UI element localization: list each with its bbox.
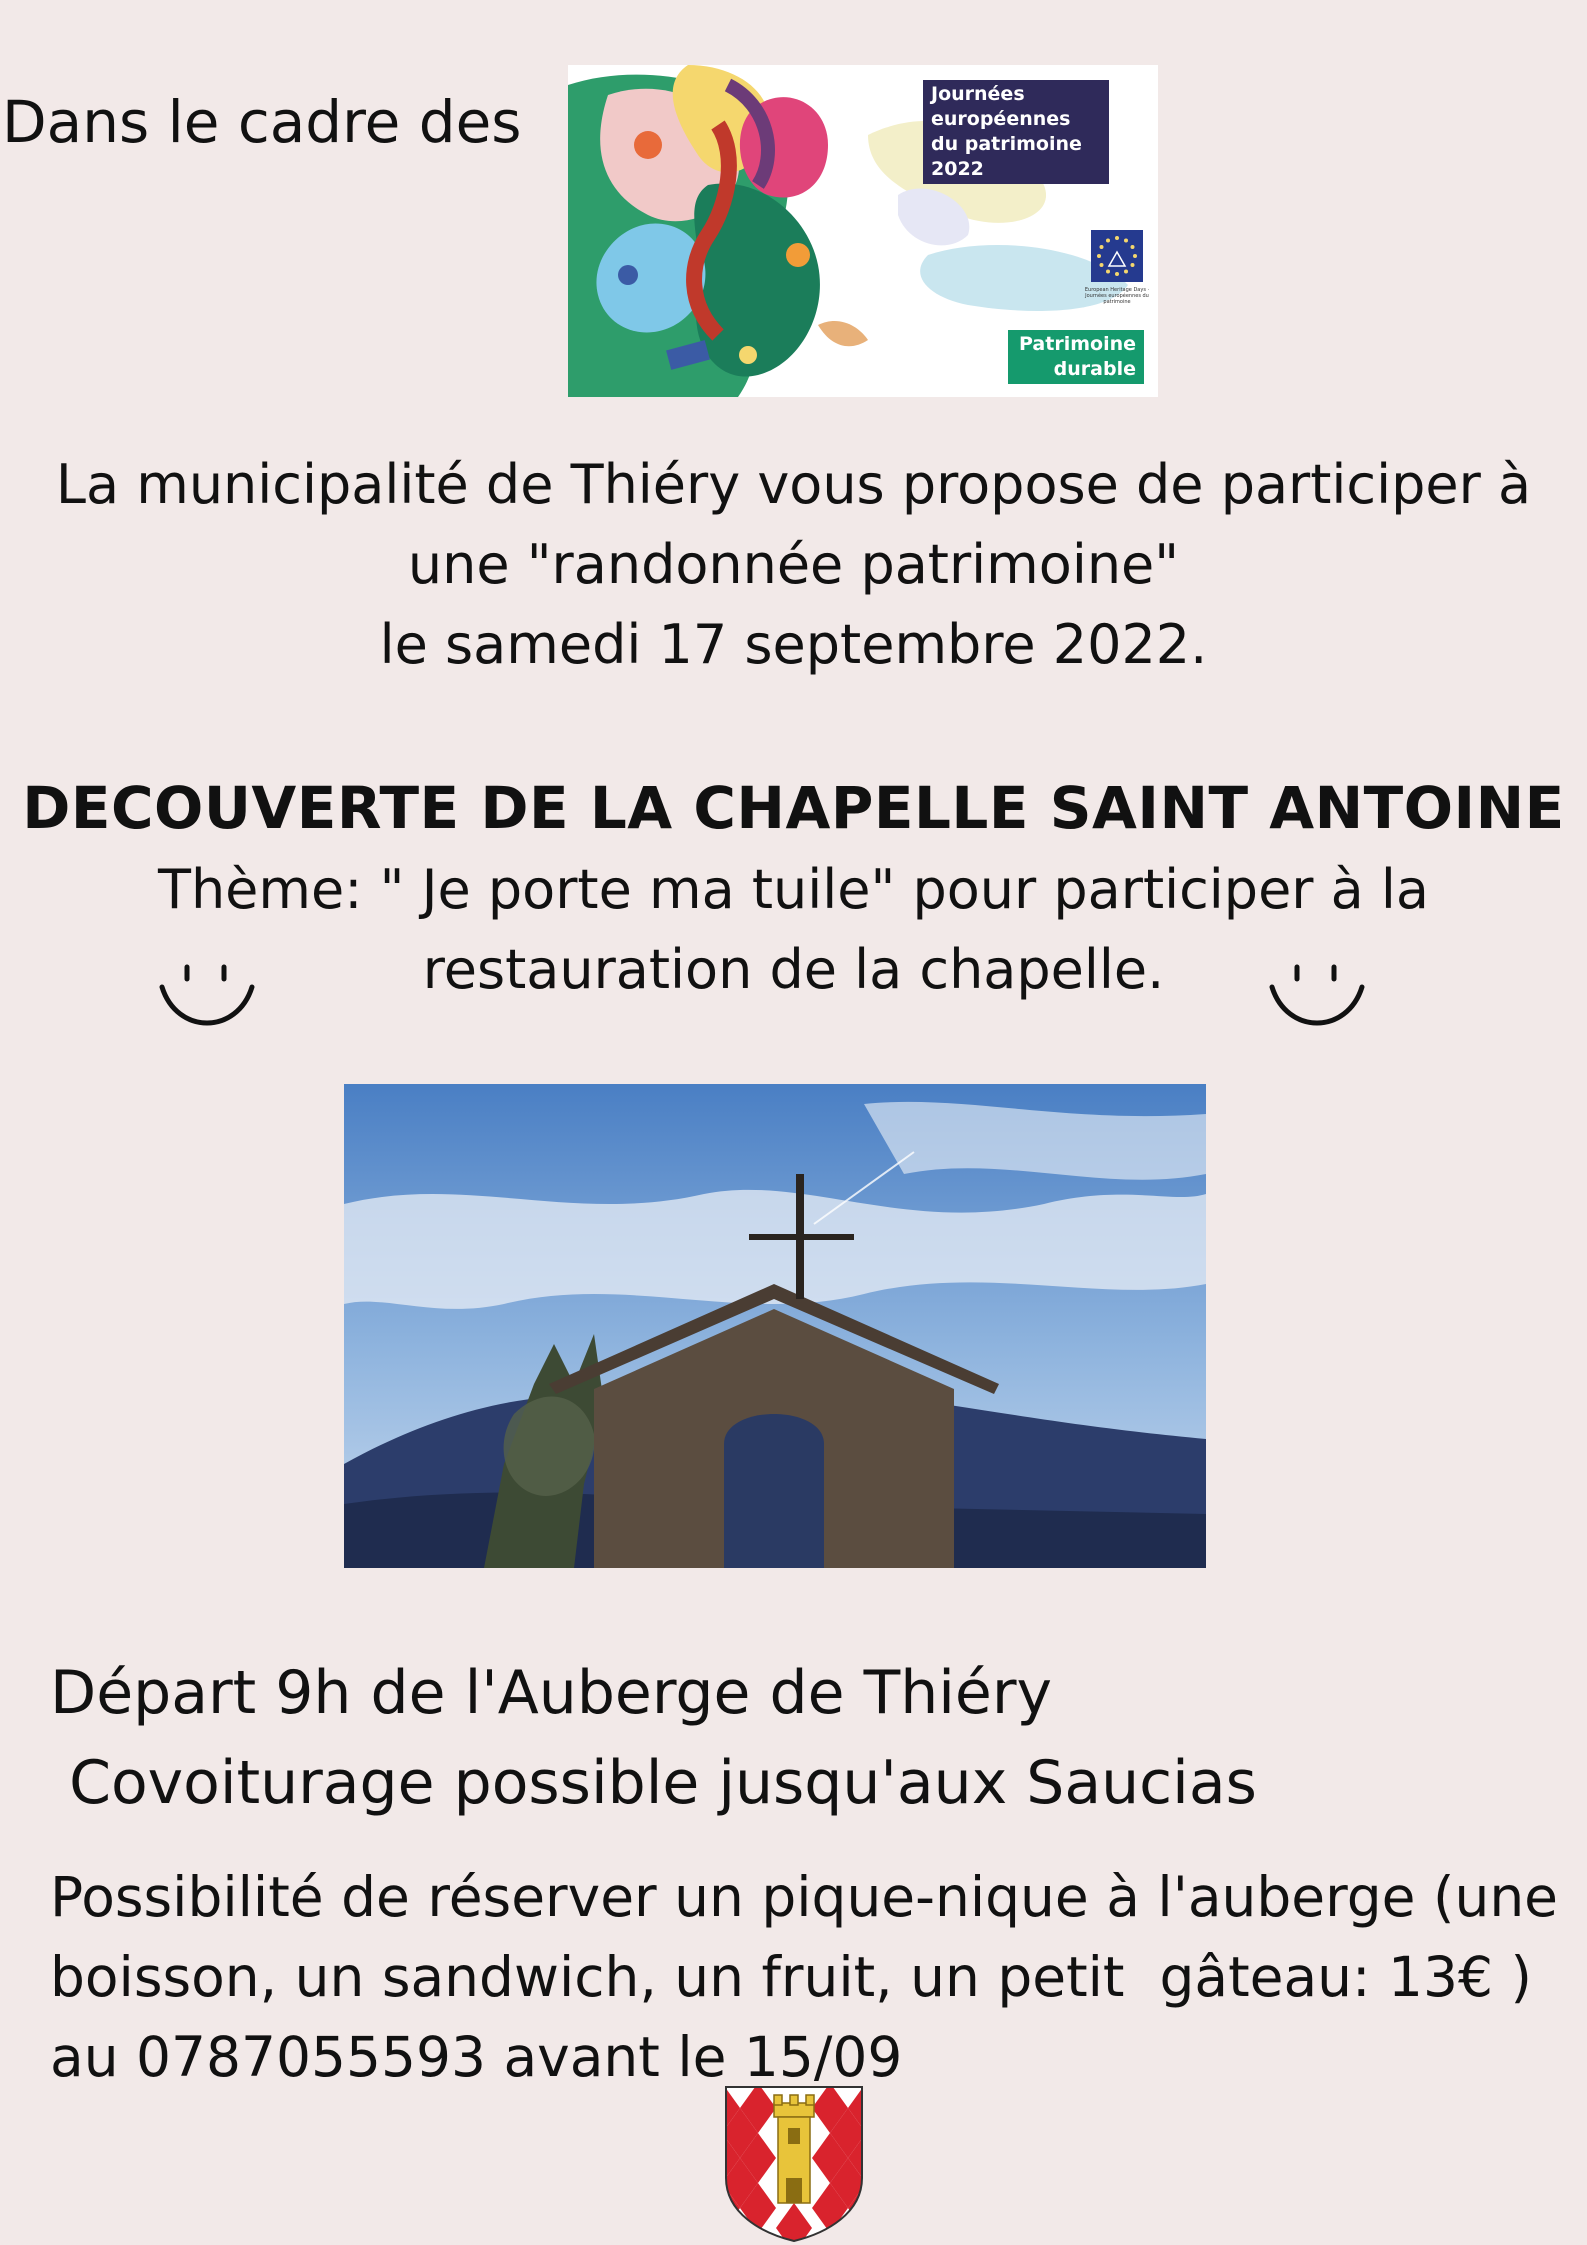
theme-line: restauration de la chapelle.: [422, 938, 1165, 1001]
theme-line: Thème: " Je porte ma tuile" pour participer à la: [157, 858, 1430, 921]
eu-caption: European Heritage Days · Journées européennes du patrimoine: [1084, 287, 1150, 305]
banner-title: Journées européennes du patrimoine 2022: [923, 80, 1109, 184]
smiley-face-icon: [152, 955, 262, 1055]
picnic-info: [50, 1857, 1558, 2097]
departure-info: [50, 1648, 1257, 1828]
picnic-line: Possibilité de réserver un pique-nique à l'auberge (une: [50, 1865, 1559, 1929]
announcement-line: une "randonnée patrimoine": [407, 533, 1180, 596]
announcement: [0, 445, 1587, 685]
page-heading: DECOUVERTE DE LA CHAPELLE SAINT ANTOINE: [22, 774, 1565, 842]
announcement-line: La municipalité de Thiéry vous propose de participer à: [55, 453, 1532, 516]
departure-line: Départ 9h de l'Auberge de Thiéry: [50, 1658, 1053, 1728]
smiley-face-icon: [1262, 955, 1372, 1055]
intro-text: Dans le cadre des: [2, 88, 522, 156]
coat-of-arms-icon: [722, 2083, 866, 2243]
chapel-photo: [344, 1084, 1206, 1568]
picnic-line: au 0787055593 avant le 15/09: [50, 2025, 903, 2089]
eu-flag-icon: [1091, 230, 1143, 282]
announcement-line: le samedi 17 septembre 2022.: [379, 613, 1208, 676]
picnic-line: boisson, un sandwich, un fruit, un petit gâteau: 13€ ): [50, 1945, 1532, 2009]
banner-theme-badge: Patrimoine durable: [1008, 330, 1144, 384]
heritage-days-banner: [568, 65, 1158, 397]
departure-line: Covoiturage possible jusqu'aux Saucias: [50, 1748, 1257, 1818]
